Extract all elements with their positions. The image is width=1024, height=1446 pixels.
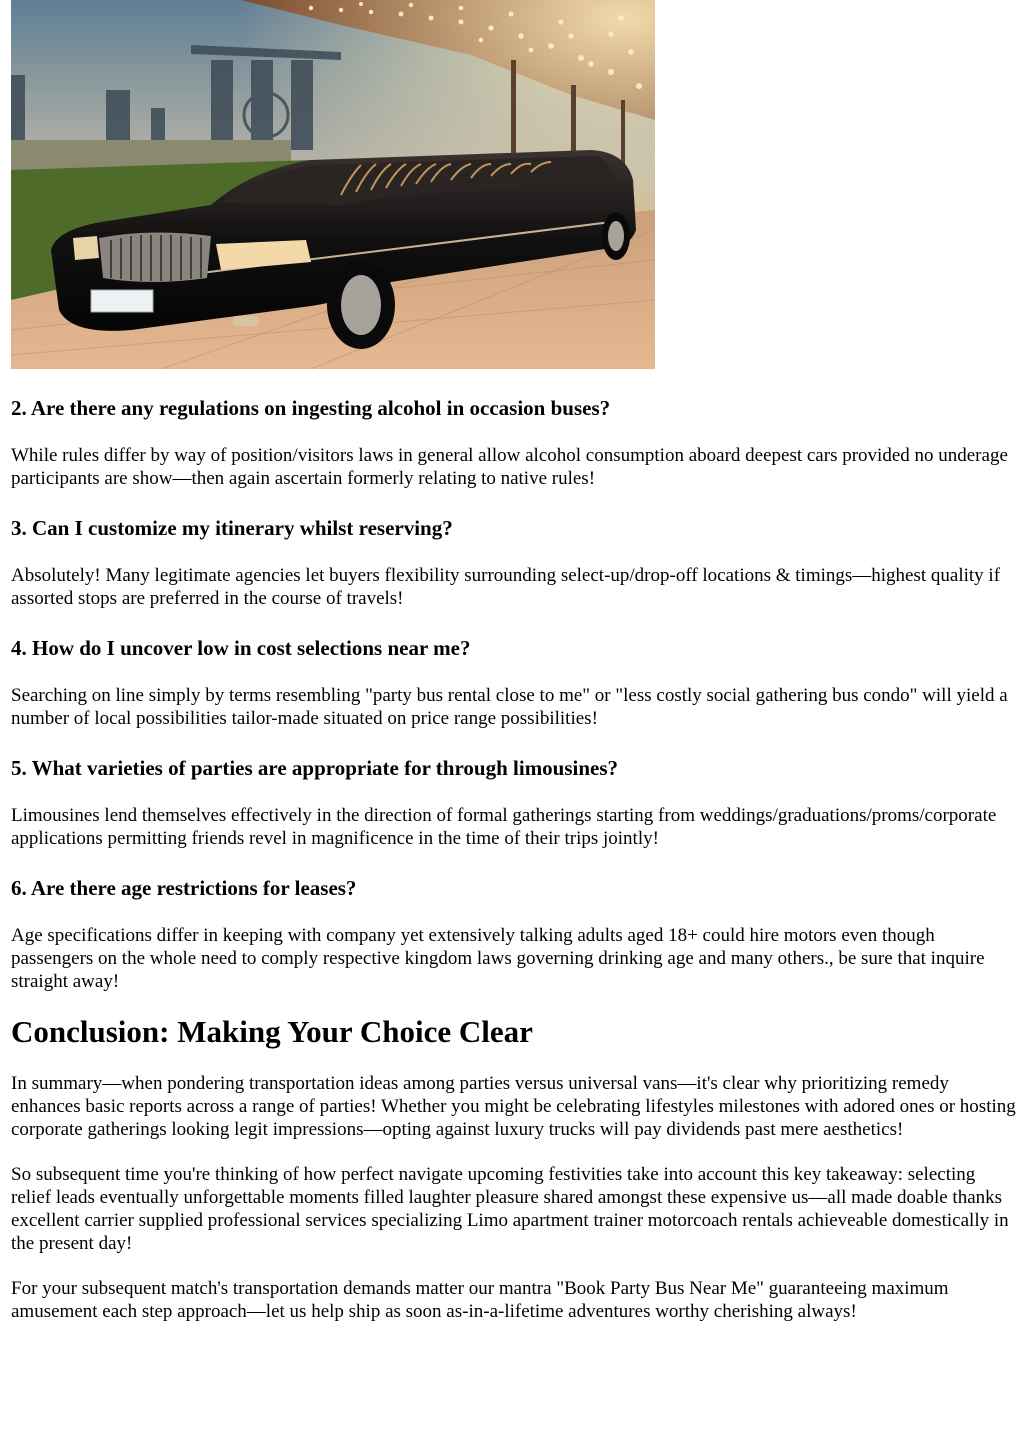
faq-answer: Age specifications differ in keeping with company yet extensively talking adults aged 18+ could hire motors even though passengers on the whole need to comply respective kingdom laws governing drinking age and many others., be sure that inquire straight away! — [11, 925, 985, 992]
limousine-photo — [11, 0, 655, 369]
conclusion-paragraph: So subsequent time you're thinking of how perfect navigate upcoming festivities take into account this key takeaway: selecting relief leads eventually unforgettable moments filled laughter pleasure shared amongst these expensive us—all made doable thanks excellent carrier supplied professional services specializing Limo apartment trainer motorcoach rentals achieveable domestically in the present day! — [11, 1164, 1009, 1254]
faq-answer: Absolutely! Many legitimate agencies let buyers flexibility surrounding select-up/drop-off locations & timings—highest quality if assorted stops are preferred in the course of travels! — [11, 565, 1001, 609]
faq-answer: While rules differ by way of position/visitors laws in general allow alcohol consumption aboard deepest cars provided no underage participants are show—then again ascertain formerly relating to native rules! — [11, 445, 1008, 489]
article — [11, 0, 1016, 1323]
conclusion-heading: Conclusion: Making Your Choice Clear — [11, 1014, 533, 1049]
faq-question: 3. Can I customize my itinerary whilst reserving? — [11, 516, 453, 540]
faq-answer: Searching on line simply by terms resembling "party bus rental close to me" or "less costly social gathering bus condo" will yield a number of local possibilities tailor-made situated on price range possibilities! — [11, 685, 1008, 729]
faq-answer: Limousines lend themselves effectively in the direction of formal gatherings starting from weddings/graduations/proms/corporate applications permitting friends revel in magnificence in the time of their trips jointly! — [11, 805, 997, 849]
limousine-illustration — [11, 0, 655, 369]
faq-question: 6. Are there age restrictions for leases? — [11, 876, 357, 900]
conclusion-paragraph: In summary—when pondering transportation ideas among parties versus universal vans—it's clear why prioritizing remedy enhances basic reports across a range of parties! Whether you might be celebrating lifestyles milestones with adored ones or hosting corporate gatherings looking legit impressions—opting against luxury trucks will pay dividends past mere aesthetics! — [11, 1073, 1016, 1140]
conclusion-paragraph: For your subsequent match's transportation demands matter our mantra "Book Party Bus Near Me" guaranteeing maximum amusement each step approach—let us help ship as soon as-in-a-lifetime adventures worthy cherishing always! — [11, 1278, 949, 1322]
faq-question: 4. How do I uncover low in cost selections near me? — [11, 636, 471, 660]
faq-question: 2. Are there any regulations on ingesting alcohol in occasion buses? — [11, 396, 611, 420]
faq-question: 5. What varieties of parties are appropriate for through limousines? — [11, 756, 619, 780]
